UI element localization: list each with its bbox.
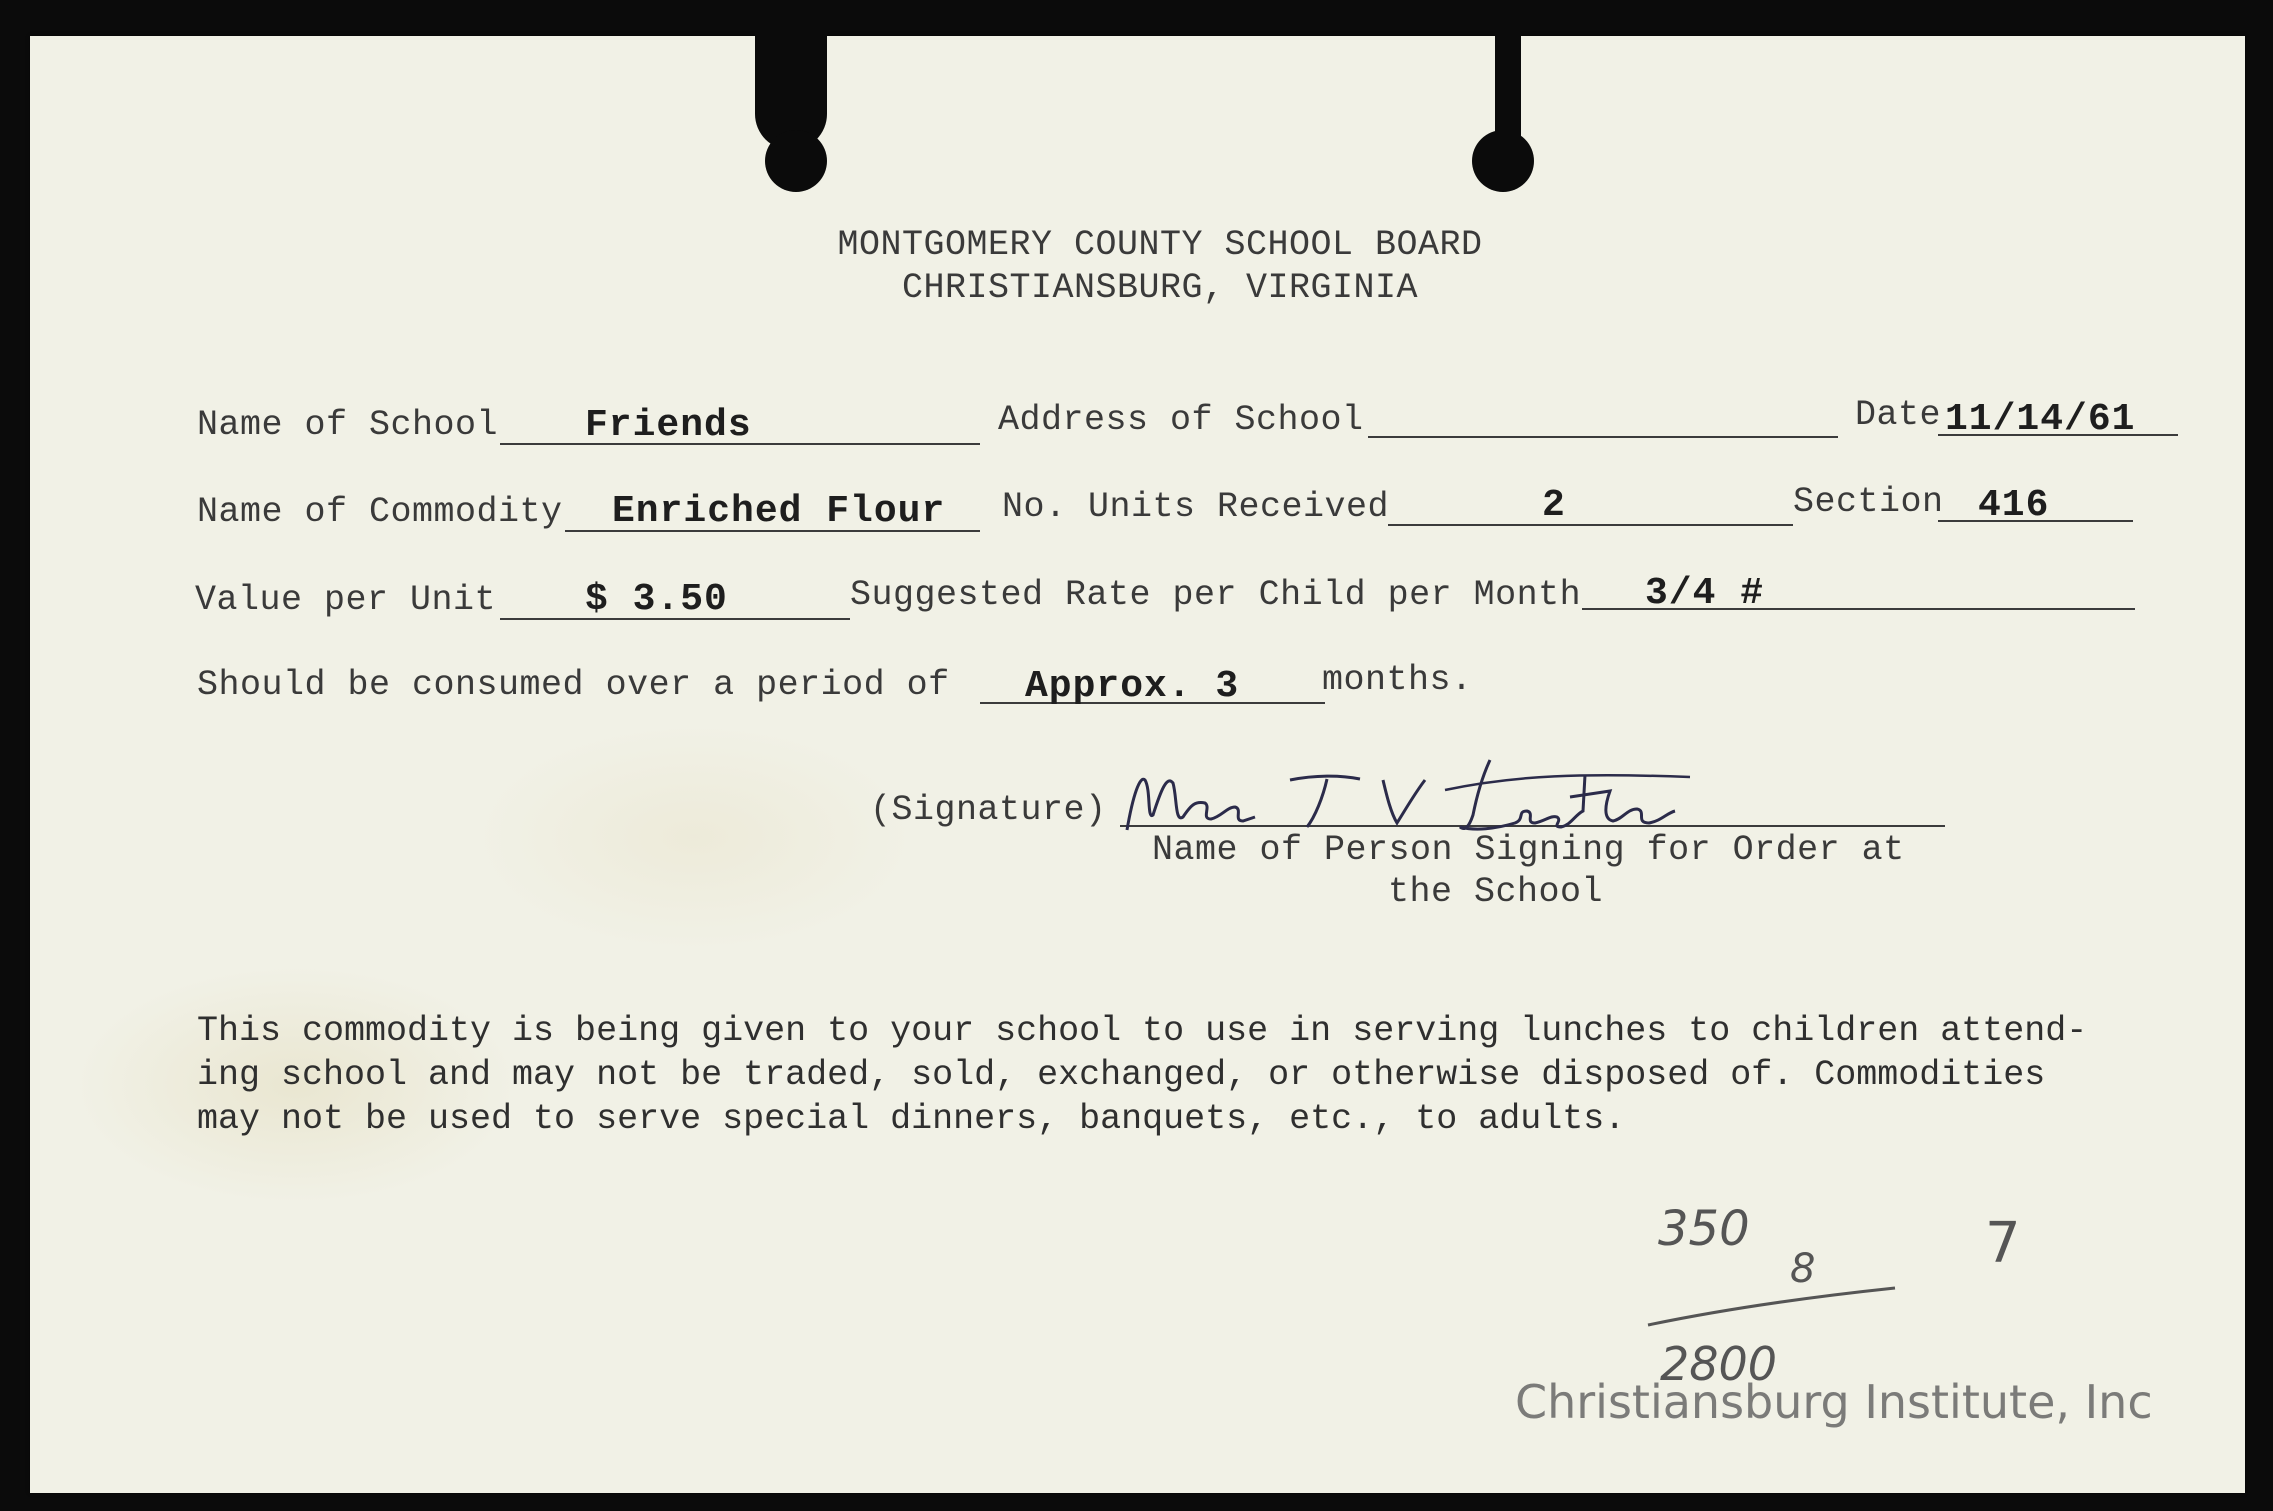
address-label: Address of School — [998, 400, 1364, 440]
calc-multiplier: 8 — [1790, 1246, 1816, 1292]
section-value: 416 — [1978, 484, 2050, 527]
watermark-text: Christiansburg Institute, Inc — [1515, 1375, 2153, 1429]
calc-mark: 7 — [1985, 1211, 2021, 1276]
period-suffix: months. — [1322, 660, 1473, 700]
rate-value: 3/4 # — [1645, 572, 1765, 615]
period-label: Should be consumed over a period of — [197, 665, 950, 705]
notice-line-1: This commodity is being given to your school to use in serving lunches to children attend- — [197, 1011, 2088, 1051]
punch-tear-right — [1495, 30, 1521, 140]
value-per-unit-label: Value per Unit — [195, 580, 497, 620]
signature-text: Mrs T. V. Lester — [1115, 735, 1125, 736]
date-label: Date — [1855, 395, 1942, 435]
header-title: MONTGOMERY COUNTY SCHOOL BOARD — [837, 225, 1483, 265]
commodity-label: Name of Commodity — [197, 492, 563, 532]
section-label: Section — [1793, 482, 1944, 522]
value-per-unit-value: $ 3.50 — [585, 578, 728, 621]
commodity-value: Enriched Flour — [612, 490, 946, 533]
units-value: 2 — [1542, 484, 1566, 527]
signature-caption-line2: the School — [1388, 872, 1604, 912]
signature-caption-line1: Name of Person Signing for Order at — [1152, 830, 1905, 870]
units-line — [1388, 524, 1793, 526]
signature-label: (Signature) — [870, 790, 1107, 830]
punch-hole-left-lower — [765, 130, 827, 192]
handwritten-calculation — [1640, 1170, 2060, 1390]
notice-line-3: may not be used to serve special dinners, banquets, etc., to adults. — [197, 1099, 1626, 1139]
rate-label: Suggested Rate per Child per Month — [850, 575, 1582, 615]
school-name-label: Name of School — [197, 405, 499, 445]
calc-multiplicand: 350 — [1658, 1201, 1750, 1257]
date-value: 11/14/61 — [1945, 398, 2136, 441]
units-label: No. Units Received — [1002, 487, 1390, 527]
header-location: CHRISTIANSBURG, VIRGINIA — [901, 268, 1419, 308]
calc-product: 2800 — [1660, 1337, 1778, 1391]
notice-line-2: ing school and may not be traded, sold, exchanged, or otherwise disposed of. Commodities — [197, 1055, 2046, 1095]
period-value: Approx. 3 — [1025, 665, 1240, 708]
address-line — [1368, 436, 1838, 438]
school-name-value: Friends — [585, 404, 752, 447]
